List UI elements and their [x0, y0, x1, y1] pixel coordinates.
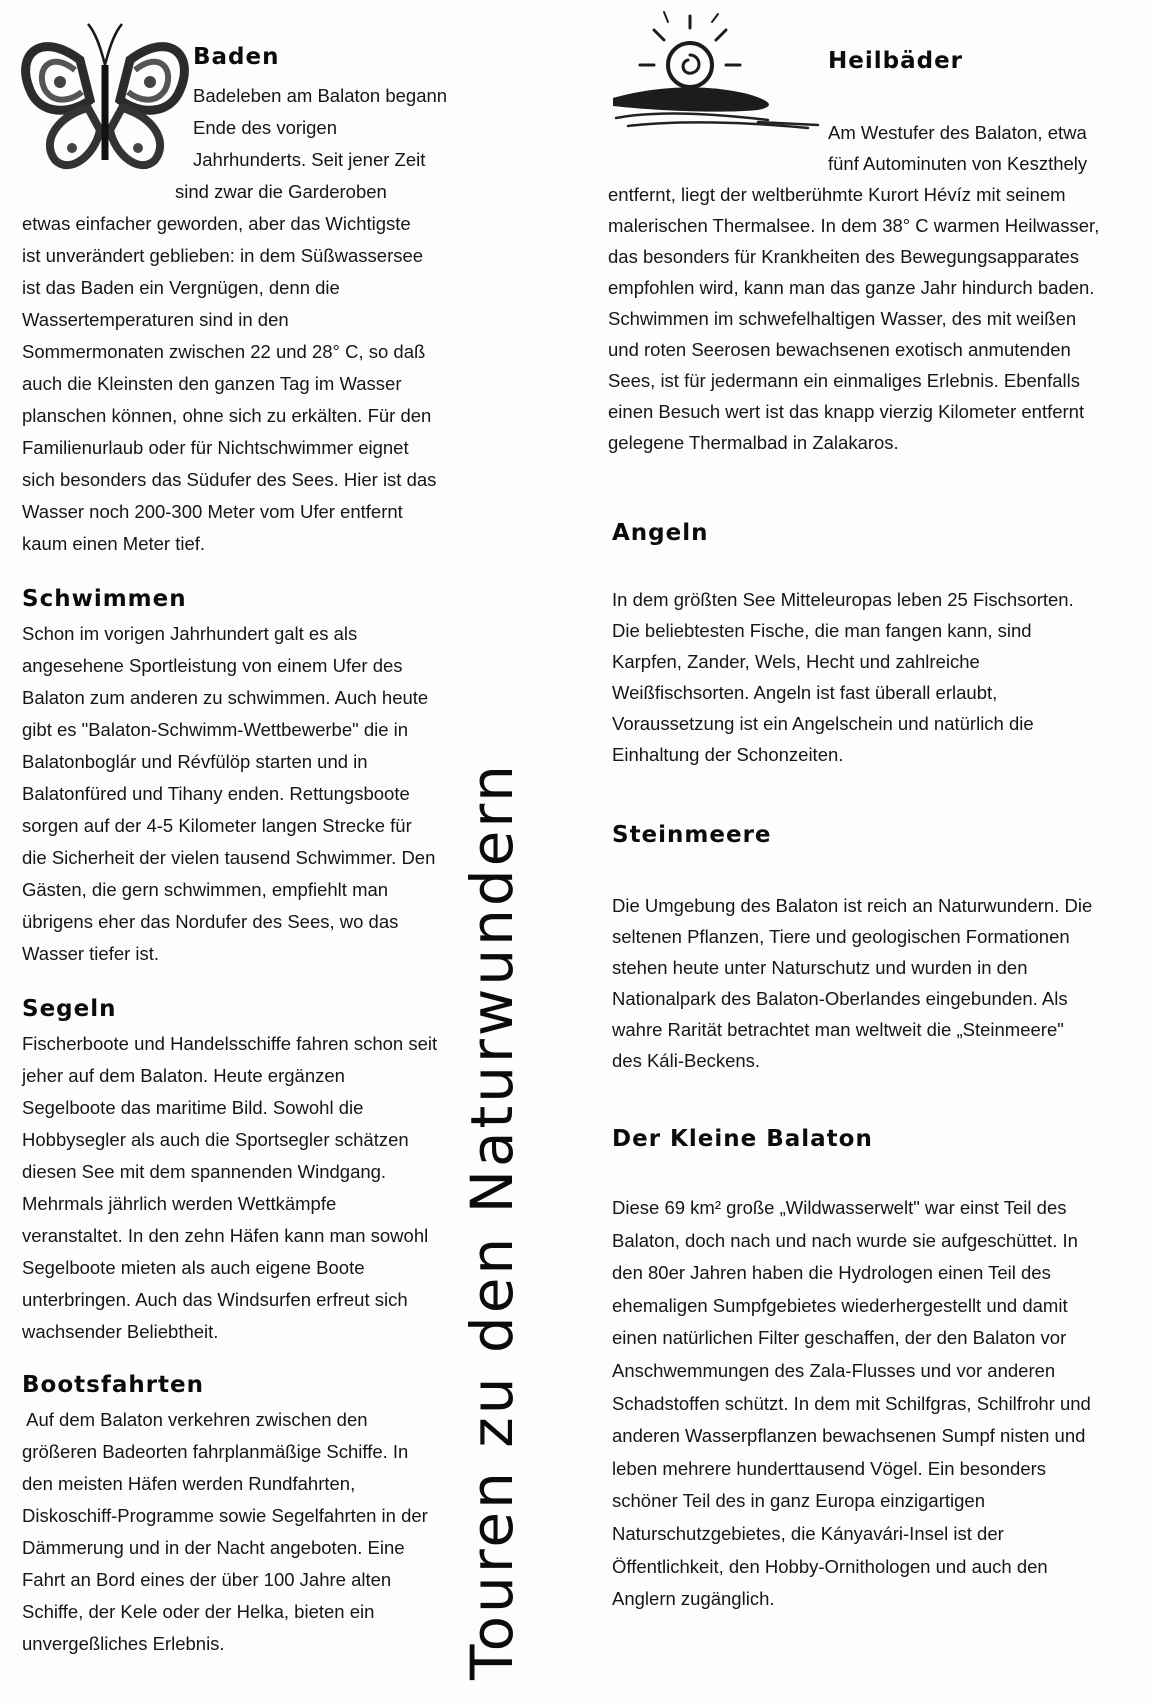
text-line: und roten Seerosen bewachsenen exotisch anmutenden — [608, 339, 1071, 360]
text-line: größeren Badeorten fahrplanmäßige Schiffe. In — [22, 1441, 409, 1462]
text-line: wahre Rarität betrachtet man weltweit die „Steinmeere" — [612, 1019, 1064, 1040]
baden-body-text — [22, 208, 436, 560]
text-line: entfernt, liegt der weltberühmte Kurort Hévíz mit seinem — [608, 184, 1066, 205]
text-line: Dämmerung und in der Nacht angeboten. Eine — [22, 1537, 405, 1558]
butterfly-illustration — [10, 20, 195, 185]
text-line: Ende des vorigen — [193, 117, 337, 138]
text-line: kaum einen Meter tief. — [22, 533, 206, 554]
text-line: Mehrmals jährlich werden Wettkämpfe — [22, 1193, 337, 1214]
kleine-balaton-body-text — [612, 1192, 1091, 1616]
schwimmen-body-text — [22, 618, 435, 970]
text-line: etwas einfacher geworden, aber das Wichtigste — [22, 213, 411, 234]
text-line: Schadstoffen schützt. In dem mit Schilfgras, Schilfrohr und — [612, 1392, 1091, 1414]
text-line: gelegene Thermalbad in Zalakaros. — [608, 432, 899, 453]
text-line: Balatonboglár und Révfülöp starten und in — [22, 751, 368, 772]
vertical-page-title: Touren zu den Naturwundern — [458, 762, 526, 1680]
text-line: In dem größten See Mitteleuropas leben 25 Fischsorten. — [612, 589, 1074, 610]
steinmeere-body-text — [612, 890, 1092, 1076]
text-line: Am Westufer des Balaton, etwa — [828, 122, 1087, 143]
text-line: den meisten Häfen werden Rundfahrten, — [22, 1473, 356, 1494]
text-line: Die beliebtesten Fische, die man fangen kann, sind — [612, 620, 1032, 641]
text-line: veranstaltet. In den zehn Häfen kann man sowohl — [22, 1225, 429, 1246]
text-line: jeher auf dem Balaton. Heute ergänzen — [22, 1065, 345, 1086]
text-line: Öffentlichkeit, den Hobby-Ornithologen und auch den — [612, 1555, 1048, 1577]
heilbaeder-intro-text — [828, 117, 1087, 179]
text-line: Segelboote das maritime Bild. Sowohl die — [22, 1097, 364, 1118]
text-line: Schon im vorigen Jahrhundert galt es als — [22, 623, 358, 644]
text-line: den 80er Jahren haben die Hydrologen einen Teil des — [612, 1262, 1051, 1284]
text-line: Balaton, doch nach und nach wurde sie aufgeschüttet. In — [612, 1229, 1078, 1251]
text-line: schöner Teil des in ganz Europa einzigartigen — [612, 1490, 985, 1512]
text-line: Sees, ist für jedermann ein einmaliges Erlebnis. Ebenfalls — [608, 370, 1080, 391]
segeln-body-text — [22, 1028, 437, 1348]
text-line: sich besonders das Südufer des Sees. Hier ist das — [22, 469, 437, 490]
text-line: Gästen, die gern schwimmen, empfiehlt man — [22, 879, 389, 900]
section-heading-steinmeere: Steinmeere — [612, 822, 772, 848]
text-line: sorgen auf der 4-5 Kilometer langen Strecke für — [22, 815, 412, 836]
text-line: seltenen Pflanzen, Tiere und geologischen Formationen — [612, 926, 1070, 947]
text-line: Segelboote mieten als auch eigene Boote — [22, 1257, 365, 1278]
text-line: des Káli-Beckens. — [612, 1050, 761, 1071]
text-line: Balaton zum anderen zu schwimmen. Auch heute — [22, 687, 429, 708]
text-line: die Sicherheit der vielen tausend Schwimmer. Den — [22, 847, 436, 868]
text-line: planschen können, ohne sich zu erkälten. Für den — [22, 405, 432, 426]
text-line: wachsender Beliebtheit. — [22, 1321, 219, 1342]
text-line: sind zwar die Garderoben — [175, 181, 387, 202]
section-heading-angeln: Angeln — [612, 520, 709, 546]
text-line: Diese 69 km² große „Wildwasserwelt" war einst Teil des — [612, 1197, 1067, 1218]
baden-intro-text-2 — [175, 176, 387, 208]
section-heading-bootsfahrten: Bootsfahrten — [22, 1372, 205, 1398]
text-line: leben mehrere hunderttausend Vögel. Ein besonders — [612, 1457, 1047, 1479]
text-line: Auf dem Balaton verkehren zwischen den — [22, 1409, 368, 1430]
text-line: Badeleben am Balaton begann — [193, 85, 448, 106]
baden-intro-text — [193, 80, 447, 176]
text-line: auch die Kleinsten den ganzen Tag im Wasser — [22, 373, 402, 394]
text-line: Sommermonaten zwischen 22 und 28° C, so daß — [22, 341, 426, 362]
text-line: Naturschutzgebietes, die Kányavári-Insel ist der — [612, 1522, 1004, 1544]
section-heading-schwimmen: Schwimmen — [22, 586, 187, 612]
text-line: Anglern zugänglich. — [612, 1588, 775, 1610]
text-line: empfohlen wird, kann man das ganze Jahr hindurch baden. — [608, 277, 1095, 298]
heilbaeder-body-text — [608, 179, 1099, 458]
text-line: fünf Autominuten von Keszthely — [828, 153, 1088, 174]
text-line: Voraussetzung ist ein Angelschein und natürlich die — [612, 713, 1034, 734]
text-line: Diskoschiff-Programme sowie Segelfahrten in der — [22, 1505, 428, 1526]
text-line: Wasser noch 200-300 Meter vom Ufer entfernt — [22, 501, 403, 522]
text-line: stehen heute unter Naturschutz und wurden in den — [612, 957, 1028, 978]
text-line: Familienurlaub oder für Nichtschwimmer eignet — [22, 437, 409, 458]
text-line: Hobbysegler als auch die Sportsegler schätzen — [22, 1129, 409, 1150]
bootsfahrten-body-text — [22, 1404, 428, 1660]
text-line: gibt es "Balaton-Schwimm-Wettbewerbe" die in — [22, 719, 409, 740]
text-line: ist das Baden ein Vergnügen, denn die — [22, 277, 340, 298]
section-heading-heilbaeder: Heilbäder — [828, 48, 964, 74]
text-line: das besonders für Krankheiten des Bewegungsapparates — [608, 246, 1080, 267]
text-line: Wassertemperaturen sind in den — [22, 309, 289, 330]
text-line: Wasser tiefer ist. — [22, 943, 160, 964]
text-line: Die Umgebung des Balaton ist reich an Naturwundern. Die — [612, 895, 1093, 916]
text-line: Weißfischsorten. Angeln ist fast überall erlaubt, — [612, 682, 998, 703]
sun-over-water-illustration — [608, 10, 823, 135]
text-line: Jahrhunderts. Seit jener Zeit — [193, 149, 426, 170]
angeln-body-text — [612, 584, 1074, 770]
text-line: Einhaltung der Schonzeiten. — [612, 744, 844, 765]
text-line: Fahrt an Bord eines der über 100 Jahre alten — [22, 1569, 392, 1590]
text-line: ist unverändert geblieben: in dem Süßwassersee — [22, 245, 424, 266]
text-line: angesehene Sportleistung von einem Ufer des — [22, 655, 403, 676]
section-heading-baden: Baden — [193, 44, 280, 70]
section-heading-segeln: Segeln — [22, 996, 117, 1022]
text-line: übrigens eher das Nordufer des Sees, wo das — [22, 911, 399, 932]
text-line: diesen See mit dem spannenden Windgang. — [22, 1161, 387, 1182]
text-line: Balatonfüred und Tihany enden. Rettungsboote — [22, 783, 410, 804]
section-heading-kleine-balaton: Der Kleine Balaton — [612, 1126, 873, 1152]
text-line: malerischen Thermalsee. In dem 38° C warmen Heilwasser, — [608, 215, 1100, 236]
text-line: einen natürlichen Filter geschaffen, der den Balaton vor — [612, 1327, 1067, 1349]
text-line: Schwimmen im schwefelhaltigen Wasser, des mit weißen — [608, 308, 1077, 329]
text-line: Schiffe, der Kele oder der Helka, bieten ein — [22, 1601, 375, 1622]
text-line: Anschwemmungen des Zala-Flusses und vor anderen — [612, 1359, 1056, 1381]
text-line: Fischerboote und Handelsschiffe fahren schon seit — [22, 1033, 438, 1054]
text-line: anderen Wasserpflanzen bewachsenen Sumpf nisten und — [612, 1425, 1086, 1447]
text-line: ehemaligen Sumpfgebietes wiederhergestellt und damit — [612, 1294, 1068, 1316]
text-line: Nationalpark des Balaton-Oberlandes eingebunden. Als — [612, 988, 1068, 1009]
text-line: unterbringen. Auch das Windsurfen erfreut sich — [22, 1289, 408, 1310]
text-line: einen Besuch wert ist das knapp vierzig Kilometer entfernt — [608, 401, 1085, 422]
text-line: Karpfen, Zander, Wels, Hecht und zahlreiche — [612, 651, 980, 672]
text-line: unvergeßliches Erlebnis. — [22, 1633, 225, 1654]
